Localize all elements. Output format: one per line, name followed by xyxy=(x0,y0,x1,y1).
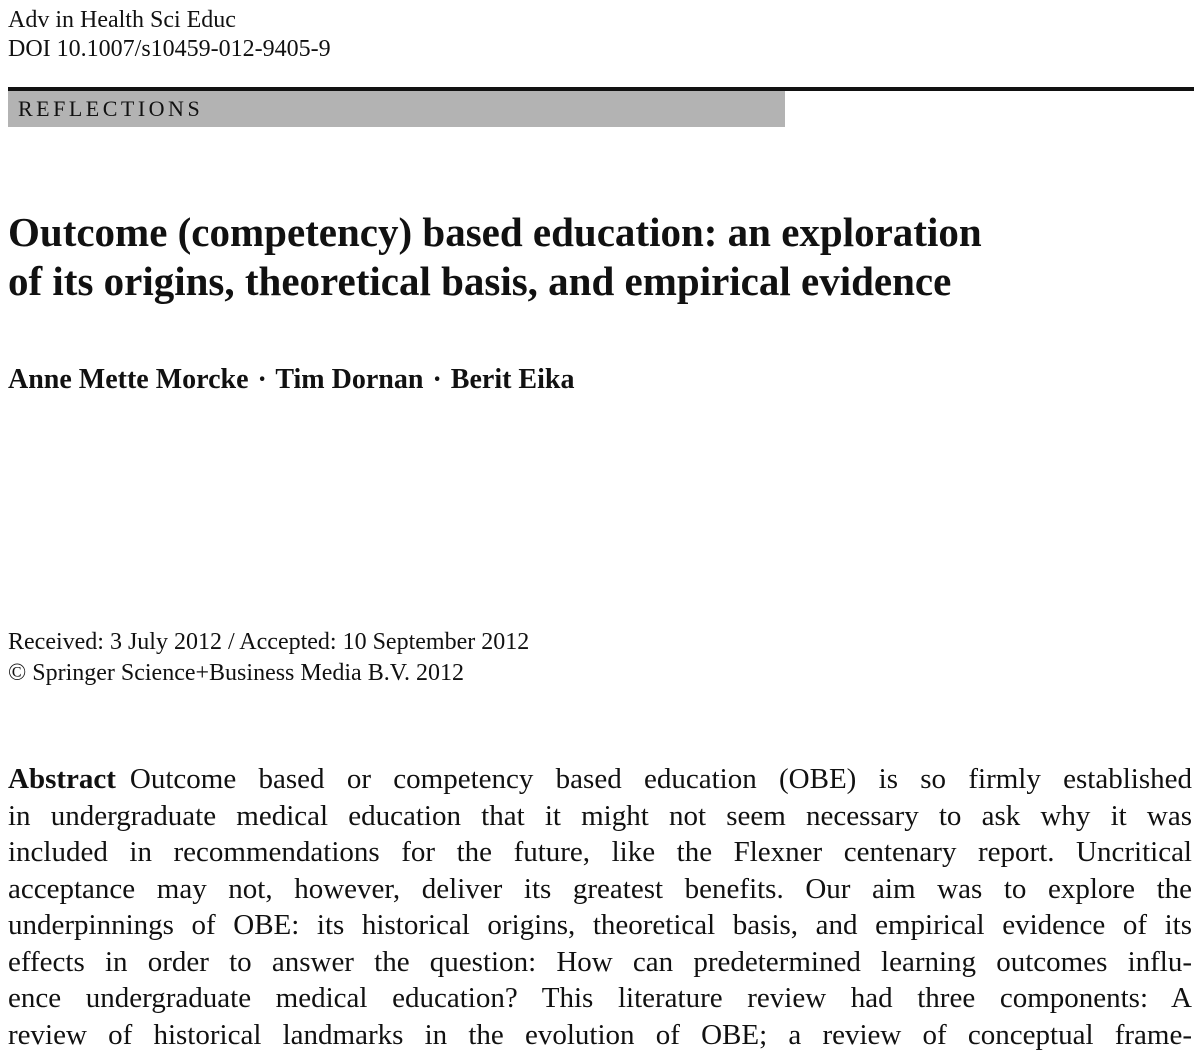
section-bar xyxy=(8,91,785,127)
author-name: Tim Dornan xyxy=(275,364,423,395)
abstract-line: Abstract Outcome based or competency based education (OBE) is so firmly established xyxy=(8,761,1192,798)
title-line-1: Outcome (competency) based education: an exploration xyxy=(8,208,1158,257)
article-page xyxy=(8,0,1192,1044)
author-name: Anne Mette Morcke xyxy=(8,364,249,395)
journal-header xyxy=(8,6,331,64)
received-accepted-dates: Received: 3 July 2012 / Accepted: 10 September 2012 xyxy=(8,627,529,658)
section-label: REFLECTIONS xyxy=(18,96,203,122)
abstract-label: Abstract xyxy=(8,763,116,795)
abstract-line: ence undergraduate medical education? This literature review had three components: A xyxy=(8,980,1192,1017)
abstract-line: acceptance may not, however, deliver its greatest benefits. Our aim was to explore the xyxy=(8,871,1192,908)
copyright-notice: © Springer Science+Business Media B.V. 2012 xyxy=(8,658,529,689)
author-separator: · xyxy=(256,363,269,397)
author-separator: · xyxy=(430,363,443,397)
abstract-line: underpinnings of OBE: its historical origins, theoretical basis, and empirical evidence of its xyxy=(8,907,1192,944)
abstract-line: in undergraduate medical education that it might not seem necessary to ask why it was xyxy=(8,798,1192,835)
title-line-2: of its origins, theoretical basis, and empirical evidence xyxy=(8,257,1158,306)
abstract-line-partial: review of historical landmarks in the evolution of OBE; a review of conceptual frame- xyxy=(8,1017,1192,1053)
abstract xyxy=(8,761,1192,1053)
journal-name: Adv in Health Sci Educ xyxy=(8,6,331,35)
abstract-line: effects in order to answer the question: How can predetermined learning outcomes influ- xyxy=(8,944,1192,981)
author-name: Berit Eika xyxy=(451,364,575,395)
article-history xyxy=(8,627,529,689)
abstract-line: included in recommendations for the future, like the Flexner centenary report. Uncritical xyxy=(8,834,1192,871)
article-title xyxy=(8,208,1158,306)
author-list xyxy=(8,363,574,397)
article-doi: DOI 10.1007/s10459-012-9405-9 xyxy=(8,35,331,64)
